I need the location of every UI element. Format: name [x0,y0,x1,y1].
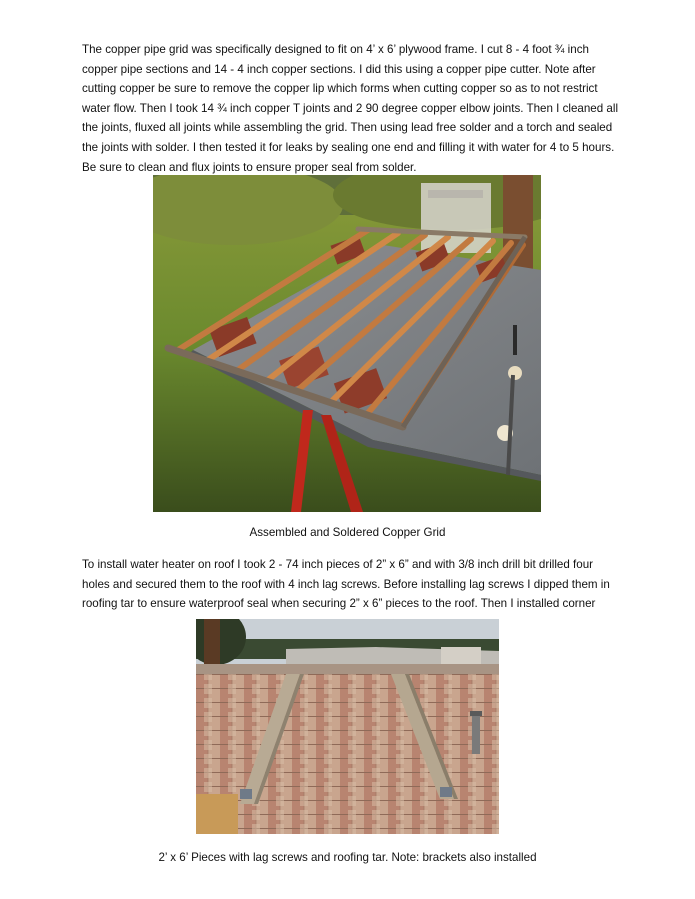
caption-copper-grid: Assembled and Soldered Copper Grid [249,526,446,539]
photo-copper-grid [153,175,541,512]
photo-roof-boards [196,619,499,834]
body-paragraph-roof-install: To install water heater on roof I took 2 - 74 inch pieces of 2” x 6” and with 3/8 inch drill bit drilled four holes and secured them to the roof with 4 inch lag screws. Before installing lag screws I dipped them in roofing tar to ensure waterproof seal when securing 2” x 6” pieces to the roof. Then I installed corner [82,558,610,611]
body-paragraph-copper-grid: The copper pipe grid was specifically designed to fit on 4’ x 6’ plywood frame. I cut 8 - 4 foot ¾ inch copper pipe sections and 14 - 4 inch copper sections. I did this using a copper pipe cutter. Note after cutting copper be sure to remove the copper lip which forms when cutting copper so as to not restrict water flow. Then I took 14 ¾ inch copper T joints and 2 90 degree copper elbow joints. Then I cleaned all the joints, fluxed all joints while assembling the grid. Then using lead free solder and a torch and sealed the joints with solder. I then tested it for leaks by sealing one end and filling it with water for 4 to 5 hours. Be sure to clean and flux joints to ensure proper seal from solder. [82,43,619,174]
caption-roof-boards: 2’ x 6’ Pieces with lag screws and roofing tar. Note: brackets also installed [158,851,537,864]
